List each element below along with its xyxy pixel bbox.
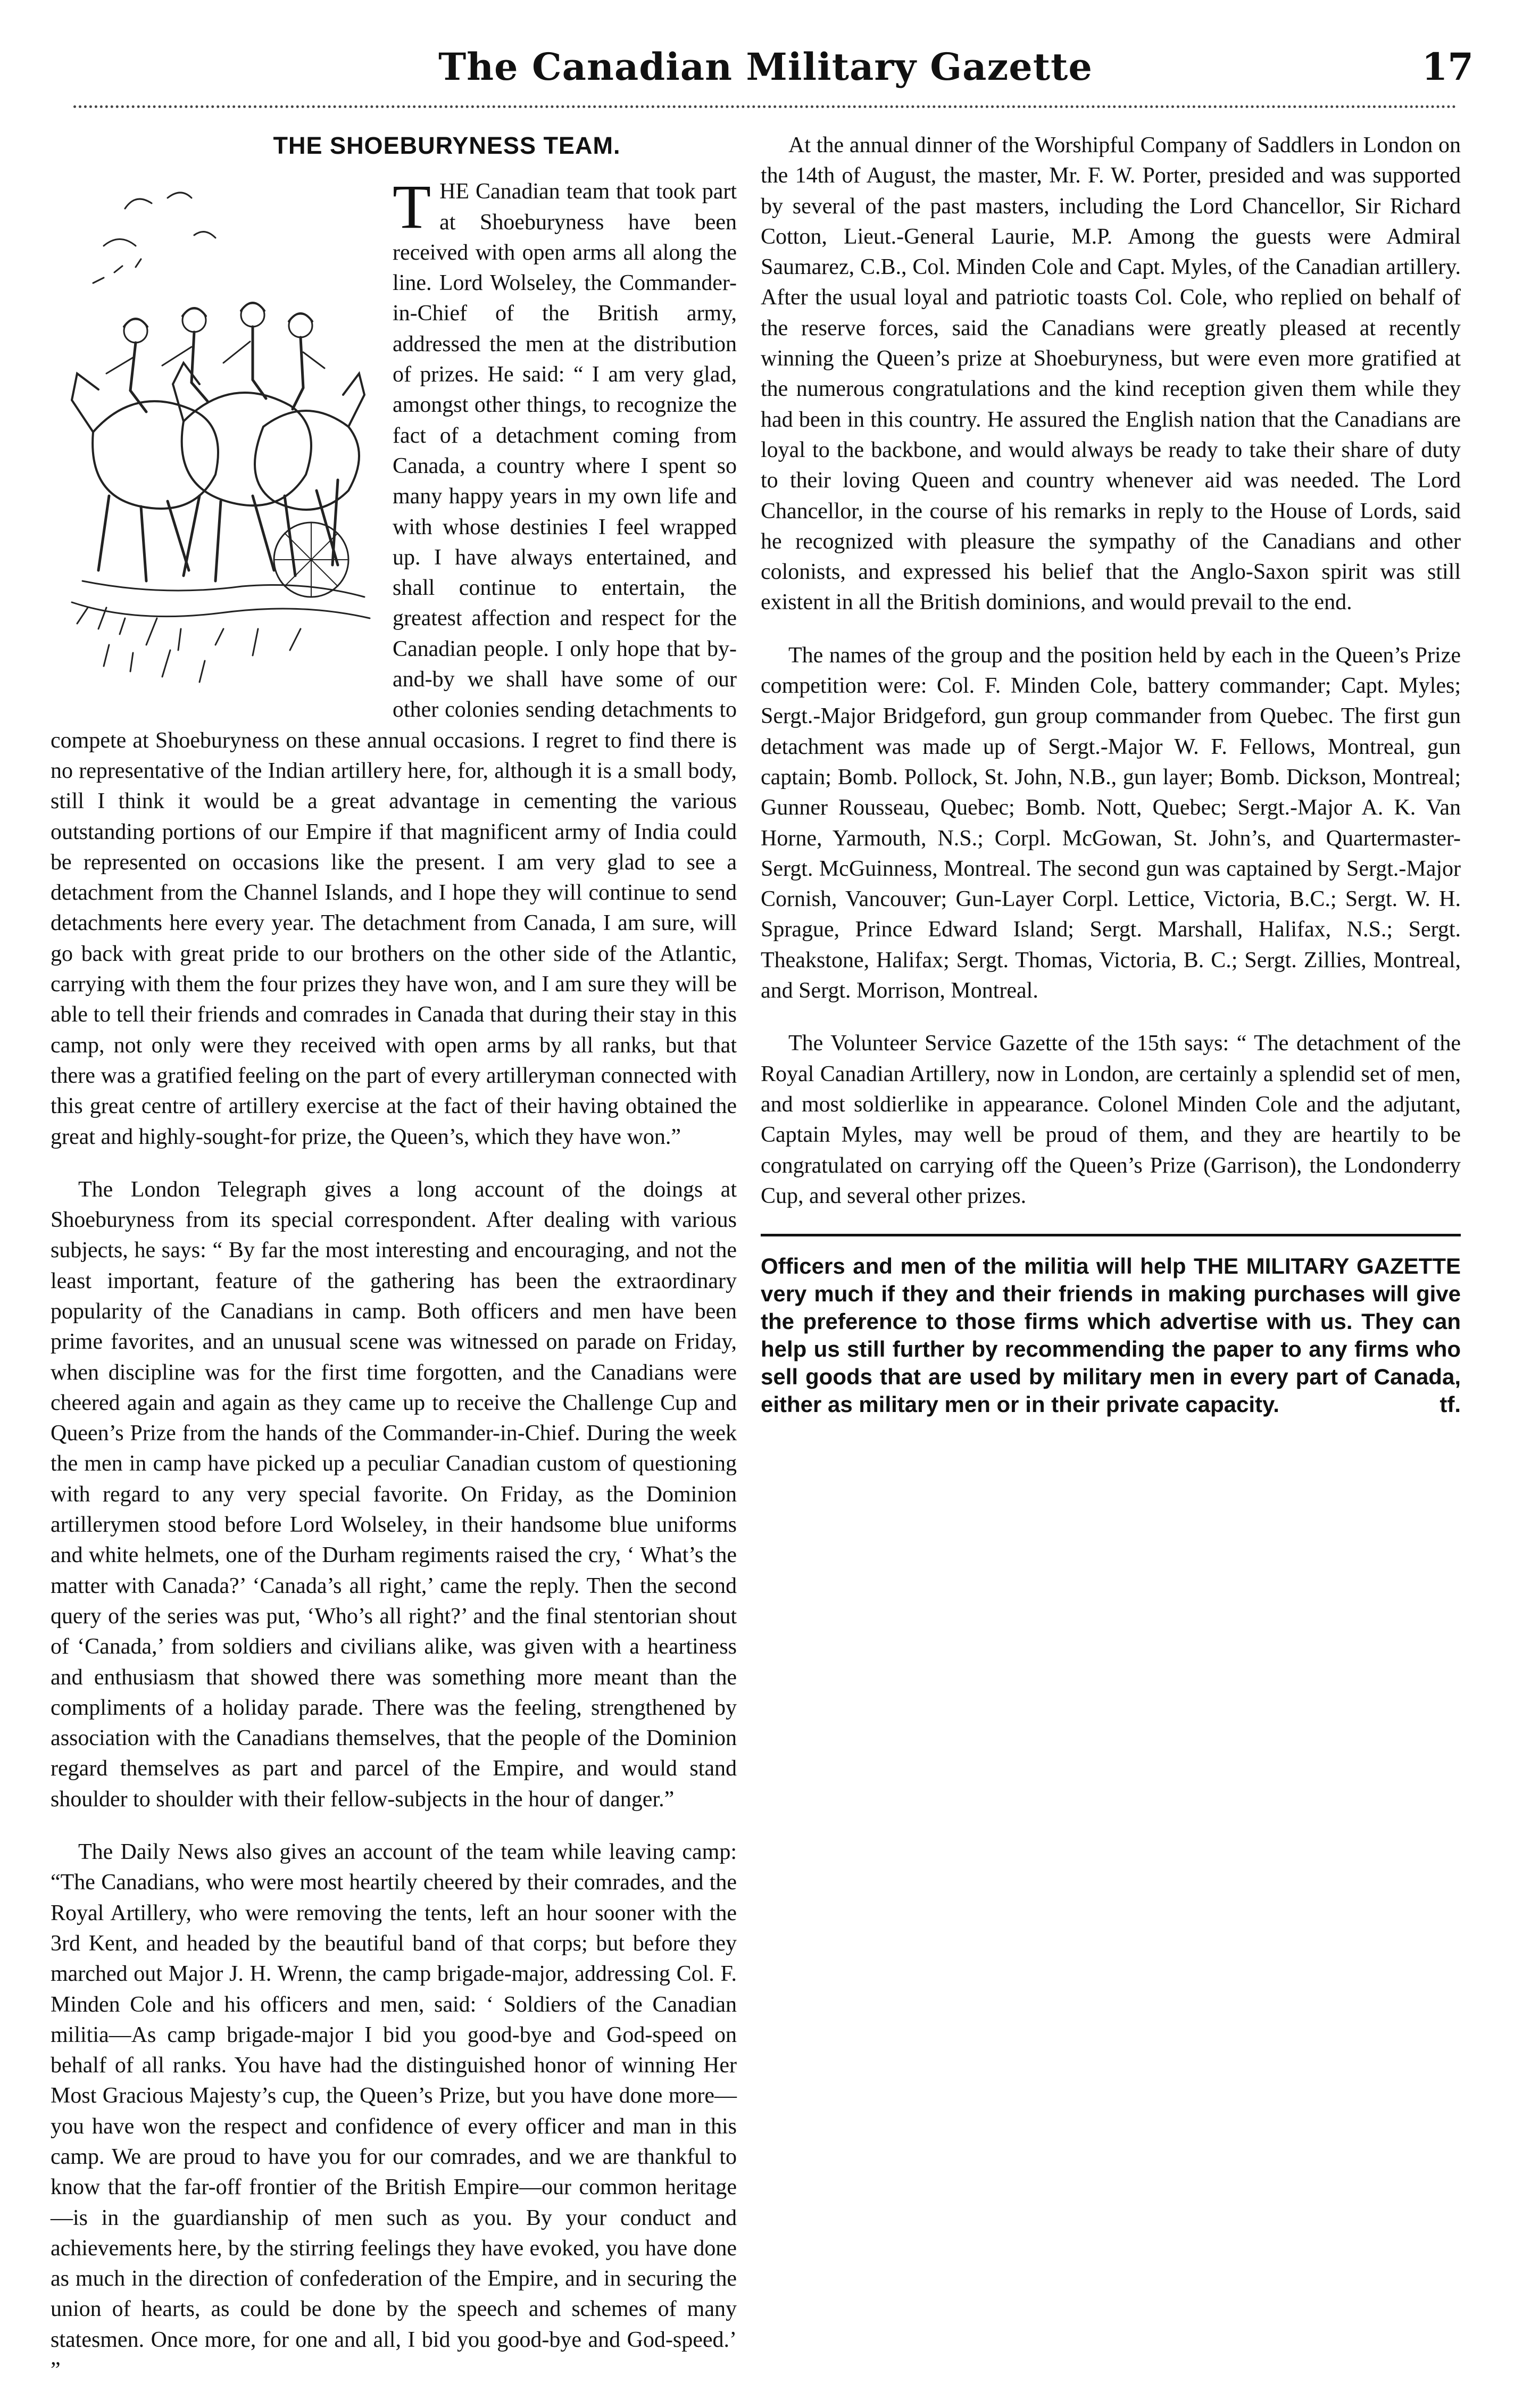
article-paragraph: The London Telegraph gives a long account of the doings at Shoeburyness from its special correspondent. After dealing with various subjects, he says: “ By far the most interesting and encouraging, and not the least important, feature of the gathering has been the extraordinary popularity of the Canadians in camp. Both officers and men have been prime favorites, and an unusual scene was witnessed on parade on Friday, when discipline was for the first time forgotten, and the Canadians were cheered again and again as they came up to receive the Challenge Cup and Queen’s Prize from the hands of the Commander-in-Chief. During the week the men in camp have picked up a peculiar Canadian custom of questioning with regard to any very special favorite. On Friday, as the Dominion artillerymen stood before Lord Wolseley, in their handsome blue uniforms and white helmets, one of the Durham regiments raised the cry, ‘ What’s the matter with Canada?’ ‘Canada’s all right,’ came the reply. Then the second query of the series was put, ‘Who’s all right?’ and the final stentorian shout of ‘Canada,’ from soldiers and civilians alike, was given with a heartiness and enthusiasm that showed there was something more meant than the compliments of a holiday parade. There was the feeling, strengthened by association with the Canadians themselves, that the people of the Dominion regard themselves as part and parcel of the Empire, and would stand shoulder to shoulder with their fellow-subjects in the hour of danger.” [51, 1177, 737, 1812]
advert-signature: tf. [1440, 1392, 1461, 1417]
left-column [51, 130, 737, 2408]
header-rule [73, 105, 1457, 108]
advert-text: Officers and men of the militia will help THE MILITARY GAZETTE very much if they and their friends in making purchases will give the preference to those firms which advertise with us. They can help us still further by recommending the paper to any firms who sell goods that are used by military men in every part of Canada, either as military men or in their private capacity. [761, 1253, 1461, 1417]
article-paragraph: The names of the group and the position held by each in the Queen’s Prize competition were: Col. F. Minden Cole, battery commander; Capt. Myles; Sergt.-Major Bridgeford, gun group commander from Quebec. The first gun detachment was made up of Sergt.-Major W. F. Fellows, Montreal, gun captain; Bomb. Pollock, St. John, N.B., gun layer; Bomb. Dickson, Montreal; Gunner Rousseau, Quebec; Bomb. Nott, Quebec; Sergt.-Major A. K. Van Horne, Yarmouth, N.S.; Corpl. McGowan, St. John’s, and Quartermaster-Sergt. McGuinness, Montreal. The second gun was captained by Sergt.-Major Cornish, Vancouver; Gun-Layer Corpl. Lettice, Victoria, B.C.; Sergt. W. H. Sprague, Prince Edward Island; Sergt. Marshall, Halifax, N.S.; Sergt. Theakstone, Halifax; Sergt. Thomas, Victoria, B. C.; Sergt. Zillies, Montreal, and Sergt. Morrison, Montreal. [761, 643, 1461, 1003]
article-paragraph: The Volunteer Service Gazette of the 15th says: “ The detachment of the Royal Canadian Artillery, now in London, are certainly a splendid set of men, and most soldierlike in appearance. Colonel Minden Cole and the adjutant, Captain Myles, may well be proud of them, and they are heartily to be congratulated on carrying off the Queen’s Prize (Garrison), the Londonderry Cup, and several other prizes. [761, 1031, 1461, 1208]
article-paragraph: The Daily News also gives an account of the team while leaving camp: “The Canadians, who were most heartily cheered by their comrades, and the Royal Artillery, who were removing the tents, left an hour sooner with the 3rd Kent, and headed by the beautiful band of that corps; but before they marched out Major J. H. Wrenn, the camp brigade-major, addressing Col. F. Minden Cole and his officers and men, said: ‘ Soldiers of the Canadian militia—As camp brigade-major I bid you good-bye and God-speed on behalf of all ranks. You have had the distinguished honor of winning Her Most Gracious Majesty’s cup, the Queen’s Prize, but you have done more—you have won the respect and confidence of every officer and man in this camp. We are proud to have you for our comrades, and we are thankful to know that the far-off frontier of the British Empire—our common heritage—is in the guardianship of men such as you. By your conduct and achievements here, by the stirring feelings they have evoked, you have done as much in the direction of confederation of the Empire, and in securing the union of hearts, as could be done by the speech and schemes of many statesmen. Once more, for one and all, I bid you good-bye and God-speed.’ ” [51, 1840, 737, 2383]
drop-cap: T [393, 172, 431, 242]
article-paragraph: At the annual dinner of the Worshipful Company of Saddlers in London on the 14th of August, the master, Mr. F. W. Porter, presided and was supported by several of the past masters, including the Lord Chancellor, Sir Richard Cotton, Lieut.-General Laurie, M.P. Among the guests were Admiral Saumarez, C.B., Col. Minden Cole and Capt. Myles, of the Canadian artillery. After the usual loyal and patriotic toasts Col. Cole, who replied on behalf of the reserve forces, said the Canadians were greatly pleased at recently winning the Queen’s prize at Shoeburyness, but were even more gratified at the numerous congratulations and the kind reception given them while they had been in this country. He assured the English nation that the Canadians are loyal to the backbone, and would always be ready to take their share of duty to their loving Queen and country whenever aid was needed. The Lord Chancellor, in the course of his remarks in reply to the House of Lords, said he recognized with pleasure the sympathy of the Canadians and other colonists, and expressed his belief that the Anglo-Saxon spirit was still existent in all the British dominions, and would prevail to the end. [761, 133, 1461, 615]
publication-title: The Canadian Military Gazette [438, 45, 1093, 89]
article-paragraph: HE Canadian team that took part at Shoeburyness have been received with open arms all along the line. Lord Wolseley, the Commander-in-Chief of the British army, addressed the men at the distribution of prizes. He said: “ I am very glad, amongst other things, to recognize the fact of a detachment coming from Canada, a country where I spent so many happy years in my own life and with whose destinies I feel wrapped up. I have always entertained, and shall continue to entertain, the greatest affection and respect for the Canadian people. I only hope that by-and-by we shall have some of our other colonies sending detachments to compete at Shoeburyness on these annual occasions. I regret to find there is no representative of the Indian artillery here, for, although it is a small body, still I think it would be a great advantage in cementing the various outstanding portions of our Empire if that magnificent army of India could be represented on occasions like the present. I am very glad to see a detachment from the Channel Islands, and I hope they will continue to send detachments here every year. The detachment from Canada, I am sure, will go back with great pride to our brothers on the other side of the Atlantic, carrying with them the four prizes they have won, and I am sure they will be able to tell their friends and comrades in Canada that during their stay in this camp, not only were they received with open arms by all ranks, but that there was a gratified feeling on the part of every artilleryman connected with this great centre of artillery exercise at the fact of their having obtained the great and highly-sought-for prize, the Queen’s, which they have won.” [51, 179, 737, 1149]
page-number: 17 [1421, 45, 1474, 89]
advert-rule [761, 1234, 1461, 1236]
article-heading: THE SHOEBURYNESS TEAM. [273, 132, 621, 159]
advertising-notice [761, 1252, 1461, 1418]
mounted-artillery-illustration [61, 177, 378, 695]
running-header [0, 38, 1531, 97]
right-column [761, 130, 1461, 1418]
